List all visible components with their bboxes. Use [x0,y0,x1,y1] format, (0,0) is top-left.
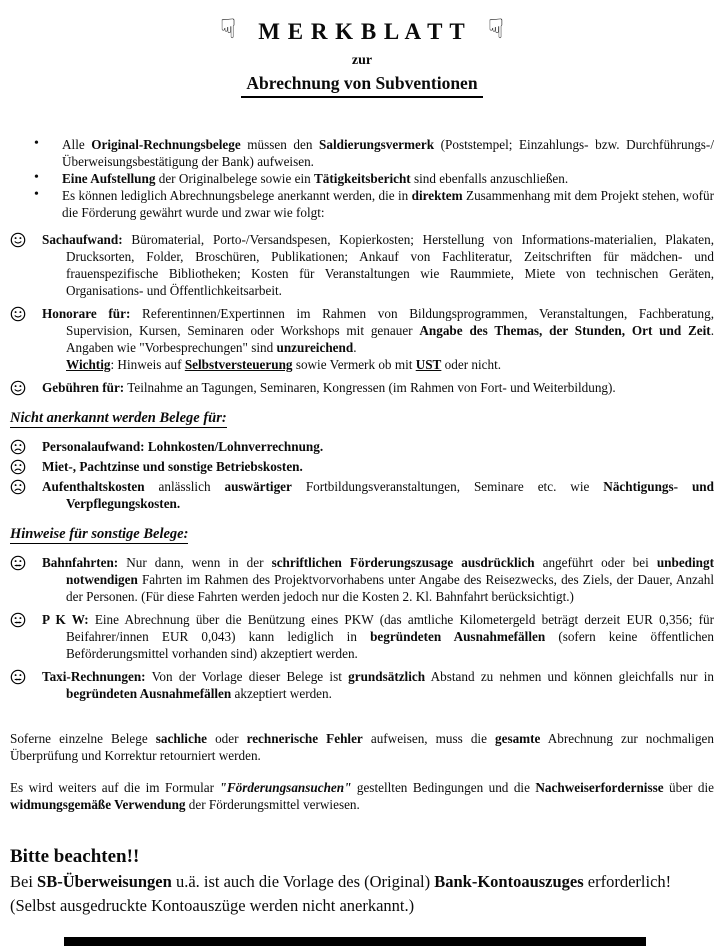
item-aufenthaltskosten [10,478,714,512]
item-text: Gebühren für: Teilnahme an Tagungen, Seminaren, Kongressen (im Rahmen von Fort- und Weiterbildung). [42,379,616,395]
neutral-face-icon [10,555,26,571]
item-text: Sachaufwand: Büromaterial, Porto-/Versandspesen, Kopierkosten; Herstellung von Informations-materialien, Plakaten, Drucksorten, Folder, Broschüren, Publikationen; Ankauf von Fachliteratur, Zeitschriften für mädchen- und frauenspezifische Bibliotheken; Kosten für Veranstaltungen wie Raummiete, Miete von technischen Geräten, Organisations- und Öffentlichkeitsarbeit. [42,231,714,298]
item-pkw [10,611,714,662]
item-gebuehren [10,379,714,396]
item-text: Personalaufwand: Lohnkosten/Lohnverrechnung. [42,438,324,454]
document-header [10,14,714,98]
smiley-icon [10,306,26,322]
document-subject-wrap [10,73,714,98]
document-subject: Abrechnung von Subventionen [241,73,482,98]
item-mietzinse [10,458,714,475]
neutral-face-icon [10,612,26,628]
frowny-icon [10,439,26,455]
document-subtitle: zur [351,52,373,68]
intro-item-text: Alle Original-Rechnungsbelege müssen den Saldierungsvermerk (Poststempel; Einzahlungs- bzw. Durchführungs-/Überweisungsbestätigung der Bank) aufweisen. [62,136,714,169]
intro-bullet-item [10,187,714,221]
item-text: Bahnfahrten: Nur dann, wenn in der schriftlichen Förderungszusage ausdrücklich angeführt oder bei unbedingt notwendigen Fahrten im Rahmen des Projektvorvorhabens unter Angabe des Reisezwecks, des Ziels, der Dauer, Anzahl der Personen. (Für diese Fahrten werden jedoch nur die Kosten 2. Kl. Bahnfahrt berücksichtigt.) [42,554,714,604]
item-personalaufwand [10,438,714,455]
item-taxi [10,668,714,702]
manicule-down-left-icon: ☟ [219,14,237,45]
item-sachaufwand [10,231,714,299]
item-bahnfahrten [10,554,714,605]
closing-paragraph-formular: Es wird weiters auf die im Formular "Förderungsansuchen" gestellten Bedingungen und die Nachweiserfordernisse über die widmungsgemäße Verwendung der Förderungsmittel verwiesen. [10,779,715,812]
not-approved-section [10,410,714,512]
bullet-icon: • [34,186,39,202]
frowny-icon [10,479,26,495]
neutral-face-icon [10,669,26,685]
bullet-icon: • [34,169,39,185]
intro-bullet-item [10,136,714,170]
notice-section [10,845,714,919]
notice-heading: Bitte beachten!! [10,845,140,867]
item-text: P K W: Eine Abrechnung über die Benützung eines PKW (das amtliche Kilometergeld beträgt derzeit EUR 0,356; für Beifahrer/innen EUR 0,043) kann lediglich in begründeten Ausnahmefällen (sofern keine öffentlichen Beförderungsmittel vorhanden sind) akzeptiert werden. [42,611,714,661]
item-honorare [10,305,714,373]
not-approved-heading: Nicht anerkannt werden Belege für: [10,409,227,426]
scan-artifact-bar [64,937,646,946]
other-receipts-items [10,554,714,702]
smiley-icon [10,380,26,396]
item-text: Miet-, Pachtzinse und sonstige Betriebskosten. [42,458,303,474]
frowny-icon [10,459,26,475]
item-text: Aufenthaltskosten anlässlich auswärtiger Fortbildungsveranstaltungen, Seminare etc. wie Nächtigungs- und Verpflegungskosten. [42,478,714,511]
document-title: M E R K B L A T T [258,19,466,44]
not-approved-items [10,438,714,512]
manicule-down-right-icon: ☟ [487,14,505,45]
approved-expenses-section [10,231,714,396]
intro-item-text: Eine Aufstellung der Originalbelege sowie ein Tätigkeitsbericht sind ebenfalls anzuschließen. [62,170,569,186]
intro-item-text: Es können lediglich Abrechnungsbelege anerkannt werden, die in direktem Zusammenhang mit dem Projekt stehen, wofür die Förderung gewährt wurde und zwar wie folgt: [62,187,714,220]
smiley-icon [10,232,26,248]
other-receipts-section [10,526,714,702]
item-text: Taxi-Rechnungen: Von der Vorlage dieser Belege ist grundsätzlich Abstand zu nehmen und können gleichfalls nur in begründeten Ausnahmefällen akzeptiert werden. [42,668,714,701]
bullet-icon: • [34,135,39,151]
intro-bullet-list [10,136,714,221]
item-text: Honorare für: Referentinnen/Expertinnen im Rahmen von Bildungsprogrammen, Veranstaltungen, Fachberatung, Supervision, Kursen, Seminaren oder Workshops mit genauer Angabe des Themas, der Stunden, Ort und Zeit. Angaben wie "Vorbesprechungen" sind unzureichend. Wichtig: Hinweis auf Selbstversteuerung sowie Vermerk ob mit UST oder nicht. [42,305,714,372]
notice-body: Bei SB-Überweisungen u.ä. ist auch die Vorlage des (Original) Bank-Kontoauszuges erforderlich! (Selbst ausgedruckte Kontoauszüge werden nicht anerkannt.) [10,872,672,916]
closing-paragraph-errors: Soferne einzelne Belege sachliche oder rechnerische Fehler aufweisen, muss die gesamte Abrechnung zur nochmaligen Überprüfung und Korrektur retourniert werden. [10,730,714,763]
title-row [10,14,714,46]
other-receipts-heading: Hinweise für sonstige Belege: [10,525,189,542]
intro-bullet-item [10,170,714,187]
